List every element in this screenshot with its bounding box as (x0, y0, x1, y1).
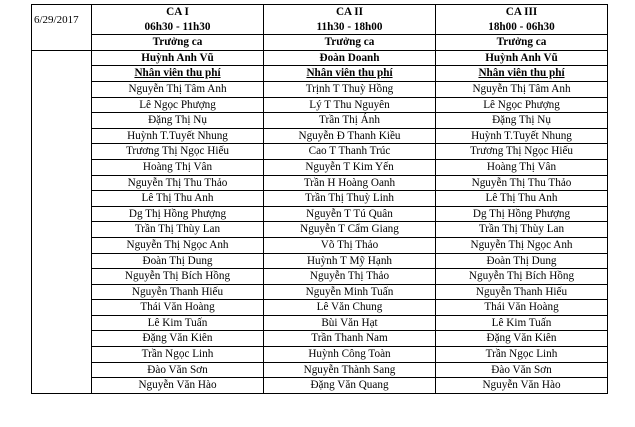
staff-name-cell: Hoàng Thị Vân (436, 159, 608, 175)
shift-time: 18h00 - 06h30 (488, 20, 555, 33)
staff-name-cell: Trần Thị Thùy Lan (436, 222, 608, 238)
date-cell: 6/29/2017 (32, 5, 92, 51)
staff-name-cell: Nguyễn Thị Thu Thảo (436, 175, 608, 191)
staff-row (32, 378, 608, 394)
staff-name-cell: Võ Thị Thảo (264, 237, 436, 253)
staff-name-cell: Nguyễn Thị Thảo (264, 269, 436, 285)
staff-name-cell: Trương Thị Ngọc Hiếu (92, 144, 264, 160)
shift-schedule-table (31, 4, 608, 394)
staff-name-cell: Huỳnh T.Tuyết Nhung (92, 128, 264, 144)
staff-name-cell: Trần Ngọc Linh (436, 347, 608, 363)
staff-name-cell: Nguyễn T Tú Quân (264, 206, 436, 222)
staff-name-cell: Nguyễn Thành Sang (264, 362, 436, 378)
staff-row (32, 159, 608, 175)
supervisor-row (32, 50, 608, 66)
staff-row (32, 206, 608, 222)
shift-name: CA III (505, 6, 538, 18)
shift-2-supervisor: Đoàn Doanh (264, 50, 436, 66)
staff-row (32, 362, 608, 378)
shift-3-supervisor: Huỳnh Anh Vũ (436, 50, 608, 66)
staff-name-cell: Đặng Văn Kiên (436, 331, 608, 347)
staff-name-cell: Nguyễn Thị Thu Thảo (92, 175, 264, 191)
staff-name-cell: Thái Văn Hoàng (436, 300, 608, 316)
staff-name-cell: Nguyễn Thanh Hiếu (92, 284, 264, 300)
staff-row (32, 315, 608, 331)
staff-name-cell: Nguyễn Thanh Hiếu (436, 284, 608, 300)
staff-name-cell: Đặng Thị Nụ (92, 113, 264, 129)
staff-name-cell: Lê Thị Thu Anh (436, 191, 608, 207)
staff-name-cell: Dg Thị Hồng Phượng (436, 206, 608, 222)
staff-name-cell: Lê Văn Chung (264, 300, 436, 316)
staff-row (32, 113, 608, 129)
staff-name-cell: Trần Thị Thùy Lan (92, 222, 264, 238)
shift-2-subheading: Nhân viên thu phí (264, 66, 436, 82)
staff-name-cell: Dg Thị Hồng Phượng (92, 206, 264, 222)
staff-name-cell: Hoàng Thị Vân (92, 159, 264, 175)
staff-name-cell: Lê Ngọc Phượng (436, 97, 608, 113)
staff-name-cell: Nguyễn Thị Tâm Anh (436, 81, 608, 97)
staff-name-cell: Đoàn Thị Dung (92, 253, 264, 269)
staff-name-cell: Lê Kim Tuấn (92, 315, 264, 331)
staff-name-cell: Trương Thị Ngọc Hiếu (436, 144, 608, 160)
staff-row (32, 284, 608, 300)
shift-3-role: Trưởng ca (436, 35, 608, 51)
staff-row (32, 269, 608, 285)
staff-name-cell: Nguyễn T Cẩm Giang (264, 222, 436, 238)
staff-name-cell: Nguyễn Văn Hào (92, 378, 264, 394)
staff-name-cell: Trịnh T Thuỳ Hồng (264, 81, 436, 97)
staff-name-cell: Nguyễn Thị Bích Hồng (92, 269, 264, 285)
staff-row (32, 222, 608, 238)
staff-name-cell: Cao T Thanh Trúc (264, 144, 436, 160)
staff-row (32, 191, 608, 207)
shift-1-supervisor: Huỳnh Anh Vũ (92, 50, 264, 66)
staff-name-cell: Đào Văn Sơn (436, 362, 608, 378)
staff-row (32, 253, 608, 269)
shift-time: 11h30 - 18h00 (316, 20, 383, 33)
staff-name-cell: Nguyễn Thị Tâm Anh (92, 81, 264, 97)
staff-row (32, 300, 608, 316)
shift-2-role: Trưởng ca (264, 35, 436, 51)
shift-time: 06h30 - 11h30 (144, 20, 211, 33)
staff-name-cell: Nguyễn Minh Tuấn (264, 284, 436, 300)
staff-name-cell: Trần Ngọc Linh (92, 347, 264, 363)
staff-row (32, 128, 608, 144)
staff-name-cell: Trần Thanh Nam (264, 331, 436, 347)
shift-name: CA II (335, 6, 364, 18)
staff-name-cell: Bùi Văn Hạt (264, 315, 436, 331)
staff-name-cell: Huỳnh T Mỹ Hạnh (264, 253, 436, 269)
staff-name-cell: Lê Thị Thu Anh (92, 191, 264, 207)
staff-row (32, 144, 608, 160)
staff-name-cell: Nguyễn Văn Hào (436, 378, 608, 394)
staff-name-cell: Trần Thị Ánh (264, 113, 436, 129)
staff-row (32, 81, 608, 97)
staff-name-cell: Nguyễn Thị Bích Hồng (436, 269, 608, 285)
shift-3-header (436, 5, 608, 35)
staff-name-cell: Nguyễn T Kim Yến (264, 159, 436, 175)
staff-name-cell: Nguyễn Thị Ngọc Anh (436, 237, 608, 253)
staff-name-cell: Lý T Thu Nguyên (264, 97, 436, 113)
shift-header-row (32, 5, 608, 35)
staff-name-cell: Đặng Văn Kiên (92, 331, 264, 347)
staff-row (32, 175, 608, 191)
staff-name-cell: Đào Văn Sơn (92, 362, 264, 378)
shift-1-role: Trưởng ca (92, 35, 264, 51)
staff-name-cell: Đoàn Thị Dung (436, 253, 608, 269)
staff-name-cell: Nguyễn Đ Thanh Kiều (264, 128, 436, 144)
role-row (32, 35, 608, 51)
staff-name-cell: Thái Văn Hoàng (92, 300, 264, 316)
staff-name-cell: Trần H Hoàng Oanh (264, 175, 436, 191)
shift-3-subheading: Nhân viên thu phí (436, 66, 608, 82)
subheading-row (32, 66, 608, 82)
staff-name-cell: Huỳnh Công Toàn (264, 347, 436, 363)
staff-name-cell: Trần Thị Thuỳ Linh (264, 191, 436, 207)
staff-row (32, 347, 608, 363)
staff-row (32, 331, 608, 347)
staff-name-cell: Lê Ngọc Phượng (92, 97, 264, 113)
shift-2-header (264, 5, 436, 35)
staff-name-cell: Đặng Thị Nụ (436, 113, 608, 129)
staff-name-cell: Nguyễn Thị Ngọc Anh (92, 237, 264, 253)
staff-row (32, 237, 608, 253)
staff-name-cell: Đặng Văn Quang (264, 378, 436, 394)
staff-name-cell: Huỳnh T.Tuyết Nhung (436, 128, 608, 144)
staff-name-cell: Lê Kim Tuấn (436, 315, 608, 331)
staff-row (32, 97, 608, 113)
shift-name: CA I (166, 6, 189, 18)
shift-1-subheading: Nhân viên thu phí (92, 66, 264, 82)
shift-1-header (92, 5, 264, 35)
date-column-blank (32, 50, 92, 393)
